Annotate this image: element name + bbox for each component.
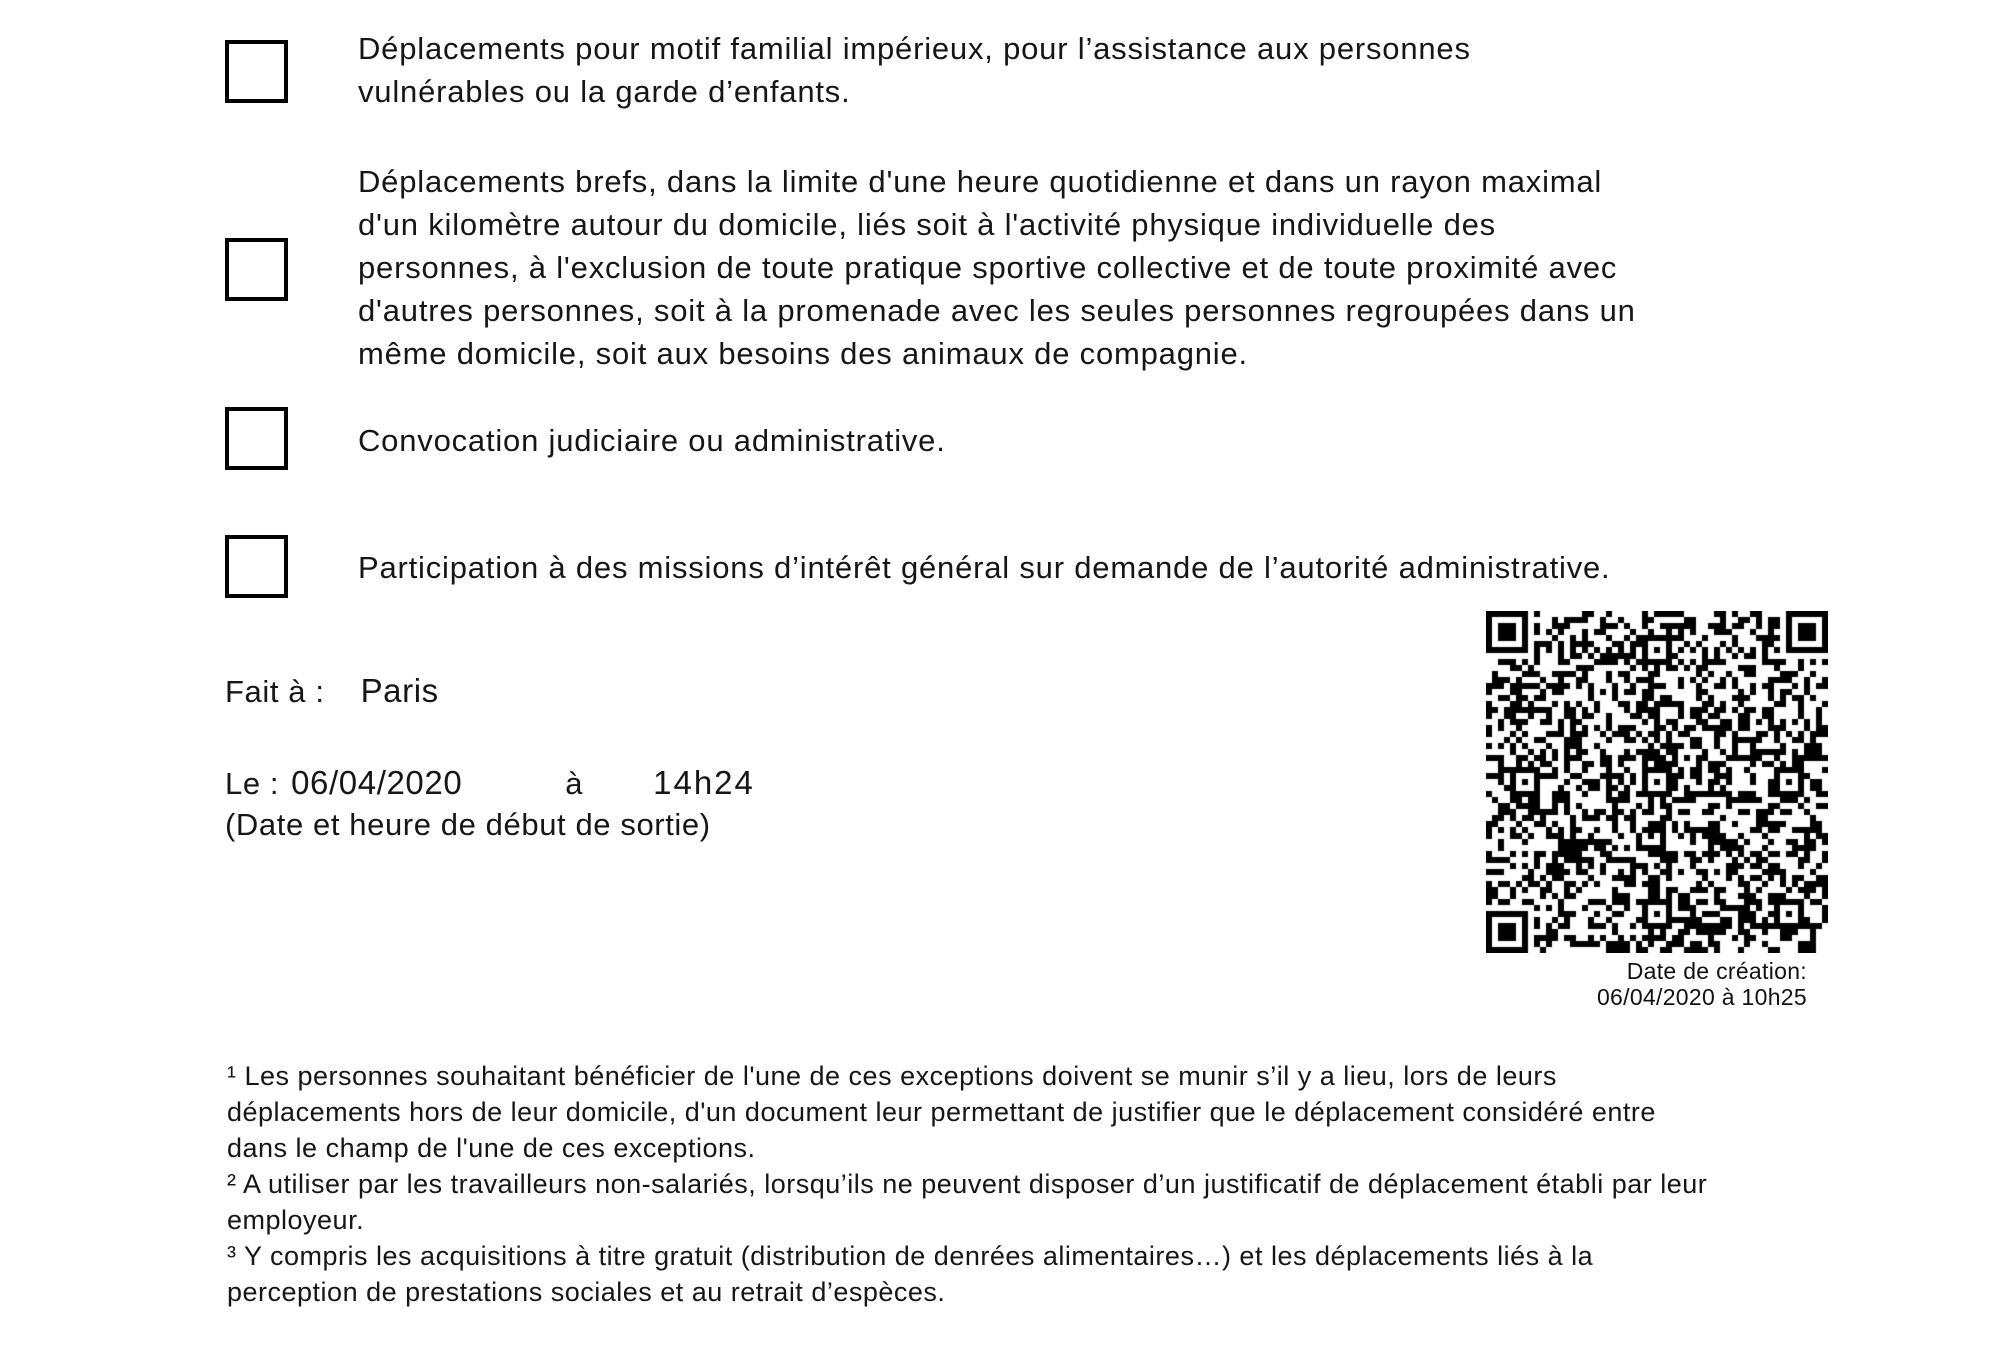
footnote-1-line: dans le champ de l'une de ces exceptions.: [227, 1133, 756, 1163]
qr-caption: [1387, 958, 1807, 1010]
fait-a-line: [225, 672, 439, 710]
reason-line: personnes, à l'exclusion de toute pratique sportive collective et de toute proximité avec: [358, 250, 1618, 285]
reason-line: Déplacements pour motif familial impérieux, pour l’assistance aux personnes: [358, 31, 1471, 66]
date-line: [225, 762, 755, 804]
date-label: Le :: [225, 766, 280, 801]
at-label: à: [565, 766, 584, 801]
reason-line: Déplacements brefs, dans la limite d'une heure quotidienne et dans un rayon maximal: [358, 164, 1603, 199]
reason-line: vulnérables ou la garde d’enfants.: [358, 74, 851, 109]
reason-line: Convocation judiciaire ou administrative.: [358, 423, 946, 458]
reason-line: même domicile, soit aux besoins des animaux de compagnie.: [358, 336, 1248, 371]
footnote-1-line: déplacements hors de leur domicile, d'un document leur permettant de justifier que le déplacement considéré entre: [227, 1097, 1656, 1127]
reason-motif-familial: [358, 27, 1471, 113]
footnote-3-line: ³ Y compris les acquisitions à titre gratuit (distribution de denrées alimentaires…) et les déplacements liés à la: [227, 1241, 1594, 1271]
checkbox-missions-interet-general[interactable]: [225, 535, 288, 598]
reason-line: Participation à des missions d’intérêt général sur demande de l’autorité administrative.: [358, 550, 1611, 585]
footnote-2-line: ² A utiliser par les travailleurs non-salariés, lorsqu’ils ne peuvent disposer d’un justificatif de déplacement établi par leur: [227, 1169, 1708, 1199]
footnote-1-line: ¹ Les personnes souhaitant bénéficier de l'une de ces exceptions doivent se munir s’il y a lieu, lors de leurs: [227, 1061, 1557, 1091]
date-caption: (Date et heure de début de sortie): [225, 807, 711, 842]
date-block: [225, 762, 755, 845]
qr-code: [1486, 611, 1828, 953]
footnote-3-line: perception de prestations sociales et au retrait d’espèces.: [227, 1277, 946, 1307]
reason-deplacements-brefs: [358, 160, 1636, 375]
checkbox-convocation-judiciaire[interactable]: [225, 407, 288, 470]
time-value: 14h24: [653, 764, 755, 801]
reason-missions-interet-general: [358, 546, 1610, 589]
checkbox-deplacements-brefs[interactable]: [225, 238, 288, 301]
checkbox-motif-familial-imperieux[interactable]: [225, 40, 288, 103]
qr-caption-datetime: 06/04/2020 à 10h25: [1596, 984, 1807, 1010]
qr-caption-title: Date de création:: [1626, 958, 1807, 984]
reason-line: d'un kilomètre autour du domicile, liés soit à l'activité physique individuelle des: [358, 207, 1496, 242]
footnote-2-line: employeur.: [227, 1205, 365, 1235]
fait-a-value: Paris: [360, 672, 439, 709]
reason-line: d'autres personnes, soit à la promenade avec les seules personnes regroupées dans un: [358, 293, 1636, 328]
fait-a-label: Fait à :: [225, 674, 325, 709]
date-value: 06/04/2020: [291, 764, 463, 801]
footnotes: [227, 1058, 1707, 1310]
reason-convocation-judiciaire: [358, 419, 946, 462]
